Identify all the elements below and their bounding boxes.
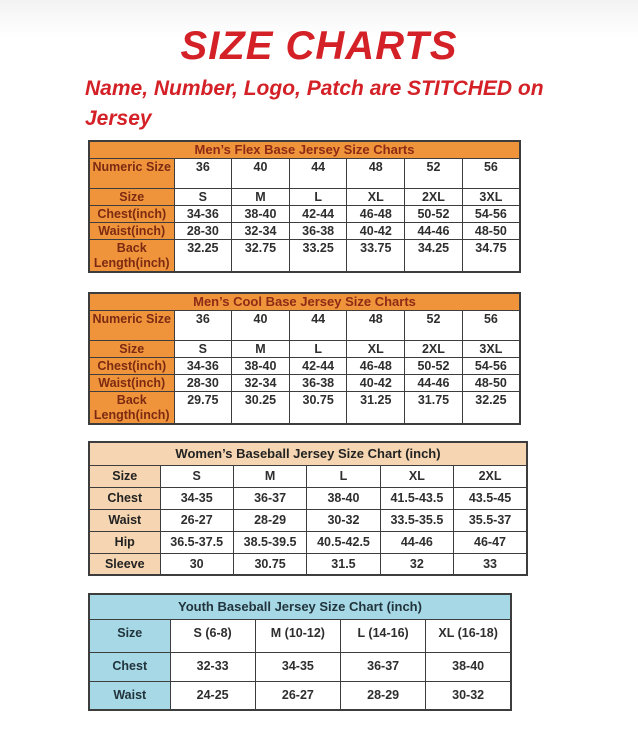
- size-cell: 31.25: [347, 391, 405, 424]
- table-title-row: [89, 293, 520, 310]
- table-title: Men’s Flex Base Jersey Size Charts: [89, 141, 520, 158]
- table-row: [89, 188, 520, 205]
- row-label: Back Length(inch): [89, 239, 174, 272]
- size-cell: 46-48: [347, 357, 405, 374]
- row-label: Chest(inch): [89, 205, 174, 222]
- size-cell: 30-32: [426, 681, 511, 710]
- size-cell: 44-46: [405, 222, 463, 239]
- size-cell: 36: [174, 158, 232, 188]
- size-cell: 33: [454, 553, 527, 575]
- size-cell: 42-44: [289, 357, 347, 374]
- size-cell: M: [233, 465, 306, 487]
- size-cell: L: [289, 340, 347, 357]
- size-cell: 38-40: [426, 652, 511, 681]
- size-cell: 31.75: [405, 391, 463, 424]
- row-label: Back Length(inch): [89, 391, 174, 424]
- size-cell: 34-35: [160, 487, 233, 509]
- row-label: Size: [89, 465, 160, 487]
- size-cell: S: [174, 340, 232, 357]
- size-cell: 36.5-37.5: [160, 531, 233, 553]
- size-cell: 38-40: [307, 487, 380, 509]
- size-cell: 46-47: [454, 531, 527, 553]
- table-row: [89, 681, 511, 710]
- size-cell: 52: [405, 158, 463, 188]
- table-row: [89, 158, 520, 188]
- table-row: [89, 553, 527, 575]
- size-cell: XL (16-18): [426, 619, 511, 652]
- row-label: Chest(inch): [89, 357, 174, 374]
- table-row: [89, 619, 511, 652]
- table-row: [89, 465, 527, 487]
- size-cell: 33.5-35.5: [380, 509, 453, 531]
- size-cell: 31.5: [307, 553, 380, 575]
- size-cell: XL: [347, 188, 405, 205]
- size-cell: 48: [347, 158, 405, 188]
- table-row: [89, 374, 520, 391]
- row-label: Numeric Size: [89, 158, 174, 188]
- size-cell: 28-29: [233, 509, 306, 531]
- table-title-row: [89, 594, 511, 619]
- size-cell: 36-38: [289, 222, 347, 239]
- size-cell: 34.25: [405, 239, 463, 272]
- table-row: [89, 487, 527, 509]
- size-cell: 44-46: [405, 374, 463, 391]
- size-cell: 50-52: [405, 357, 463, 374]
- size-cell: 54-56: [462, 357, 520, 374]
- table-mens-cool-base: [88, 292, 521, 425]
- size-cell: 32-34: [232, 374, 290, 391]
- size-cell: 38-40: [232, 357, 290, 374]
- size-cell: M (10-12): [255, 619, 340, 652]
- size-cell: 38-40: [232, 205, 290, 222]
- size-cell: 40: [232, 310, 290, 340]
- table-row: [89, 205, 520, 222]
- size-cell: S: [160, 465, 233, 487]
- row-label: Hip: [89, 531, 160, 553]
- size-cell: S (6-8): [170, 619, 255, 652]
- table-row: [89, 222, 520, 239]
- page-subtitle: Name, Number, Logo, Patch are STITCHED on Jersey: [85, 77, 544, 130]
- size-cell: 52: [405, 310, 463, 340]
- row-label: Sleeve: [89, 553, 160, 575]
- size-cell: 28-30: [174, 222, 232, 239]
- table-title-row: [89, 442, 527, 465]
- size-cell: 32.75: [232, 239, 290, 272]
- size-cell: 36: [174, 310, 232, 340]
- table-womens-baseball: [88, 441, 528, 576]
- size-tables: [88, 140, 638, 711]
- table-title: Women’s Baseball Jersey Size Chart (inch): [89, 442, 527, 465]
- size-cell: 33.75: [347, 239, 405, 272]
- size-cell: 30.25: [232, 391, 290, 424]
- table-row: [89, 391, 520, 424]
- size-cell: 32.25: [174, 239, 232, 272]
- size-cell: 34-36: [174, 357, 232, 374]
- table-row: [89, 357, 520, 374]
- row-label: Chest: [89, 487, 160, 509]
- size-cell: 26-27: [160, 509, 233, 531]
- size-cell: 44: [289, 310, 347, 340]
- table-mens-flex-base: [88, 140, 521, 273]
- size-cell: 33.25: [289, 239, 347, 272]
- size-cell: 2XL: [405, 188, 463, 205]
- table-title: Youth Baseball Jersey Size Chart (inch): [89, 594, 511, 619]
- table-title: Men’s Cool Base Jersey Size Charts: [89, 293, 520, 310]
- size-cell: 40: [232, 158, 290, 188]
- size-cell: L (14-16): [341, 619, 426, 652]
- size-cell: 40.5-42.5: [307, 531, 380, 553]
- size-cell: 36-37: [233, 487, 306, 509]
- table-row: [89, 340, 520, 357]
- size-cell: 34.75: [462, 239, 520, 272]
- row-label: Size: [89, 188, 174, 205]
- size-cell: 26-27: [255, 681, 340, 710]
- row-label: Waist(inch): [89, 374, 174, 391]
- size-cell: L: [307, 465, 380, 487]
- row-label: Size: [89, 340, 174, 357]
- size-cell: 40-42: [347, 374, 405, 391]
- size-cell: 28-30: [174, 374, 232, 391]
- size-cell: 48: [347, 310, 405, 340]
- size-cell: 42-44: [289, 205, 347, 222]
- table-row: [89, 509, 527, 531]
- size-cell: XL: [347, 340, 405, 357]
- size-cell: 38.5-39.5: [233, 531, 306, 553]
- row-label: Waist(inch): [89, 222, 174, 239]
- size-cell: M: [232, 188, 290, 205]
- size-cell: 34-35: [255, 652, 340, 681]
- row-label: Size: [89, 619, 170, 652]
- size-cell: 30: [160, 553, 233, 575]
- size-cell: 2XL: [454, 465, 527, 487]
- size-cell: XL: [380, 465, 453, 487]
- size-cell: 41.5-43.5: [380, 487, 453, 509]
- size-cell: 28-29: [341, 681, 426, 710]
- size-cell: 43.5-45: [454, 487, 527, 509]
- size-cell: 30-32: [307, 509, 380, 531]
- table-row: [89, 239, 520, 272]
- size-cell: 32-34: [232, 222, 290, 239]
- size-cell: 32-33: [170, 652, 255, 681]
- size-cell: 40-42: [347, 222, 405, 239]
- size-cell: 48-50: [462, 374, 520, 391]
- size-cell: 44-46: [380, 531, 453, 553]
- table-row: [89, 310, 520, 340]
- size-cell: 34-36: [174, 205, 232, 222]
- size-cell: 24-25: [170, 681, 255, 710]
- page-title: SIZE CHARTS: [180, 24, 458, 68]
- row-label: Waist: [89, 681, 170, 710]
- size-cell: S: [174, 188, 232, 205]
- size-cell: M: [232, 340, 290, 357]
- row-label: Waist: [89, 509, 160, 531]
- size-cell: 32.25: [462, 391, 520, 424]
- table-row: [89, 652, 511, 681]
- size-cell: 35.5-37: [454, 509, 527, 531]
- size-cell: 50-52: [405, 205, 463, 222]
- size-cell: 29.75: [174, 391, 232, 424]
- size-cell: 56: [462, 310, 520, 340]
- table-title-row: [89, 141, 520, 158]
- size-cell: 36-38: [289, 374, 347, 391]
- size-cell: 3XL: [462, 340, 520, 357]
- size-cell: 56: [462, 158, 520, 188]
- row-label: Chest: [89, 652, 170, 681]
- size-cell: 44: [289, 158, 347, 188]
- row-label: Numeric Size: [89, 310, 174, 340]
- size-cell: 3XL: [462, 188, 520, 205]
- size-cell: 30.75: [289, 391, 347, 424]
- size-cell: 48-50: [462, 222, 520, 239]
- size-cell: 32: [380, 553, 453, 575]
- size-cell: 46-48: [347, 205, 405, 222]
- size-cell: 30.75: [233, 553, 306, 575]
- size-cell: L: [289, 188, 347, 205]
- size-cell: 36-37: [341, 652, 426, 681]
- table-youth-baseball: [88, 593, 512, 711]
- size-cell: 2XL: [405, 340, 463, 357]
- size-cell: 54-56: [462, 205, 520, 222]
- table-row: [89, 531, 527, 553]
